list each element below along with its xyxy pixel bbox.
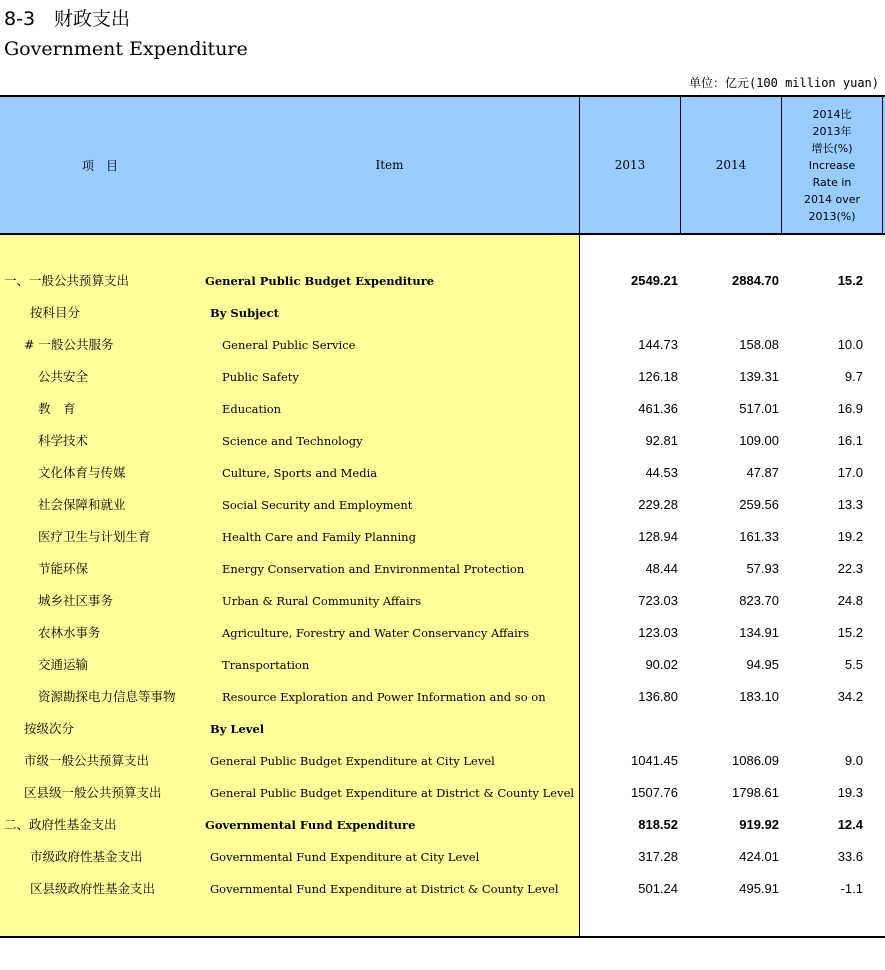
value-2013: 229.28 xyxy=(638,497,678,512)
row-label-cn: 交通运输 xyxy=(38,657,89,672)
table-row xyxy=(0,617,885,649)
row-label-cn: 节能环保 xyxy=(38,561,89,576)
table-row xyxy=(0,265,885,297)
row-label-en: Public Safety xyxy=(222,370,299,384)
value-2014: 517.01 xyxy=(739,401,779,416)
value-2014: 919.92 xyxy=(739,817,779,832)
value-2014: 161.33 xyxy=(739,529,779,544)
value-2013: 818.52 xyxy=(638,817,678,832)
header-rate-line: Rate in xyxy=(812,175,852,189)
header-rate xyxy=(782,97,882,233)
value-2014: 134.91 xyxy=(739,625,779,640)
table-row xyxy=(0,329,885,361)
header-2014: 2014 xyxy=(715,158,747,172)
value-2014: 94.95 xyxy=(746,657,779,672)
row-label-cn: # 一般公共服务 xyxy=(24,337,114,352)
table-row xyxy=(0,777,885,809)
expenditure-table xyxy=(0,95,885,938)
header-rate-line: 2013年 xyxy=(812,124,852,138)
value-2014: 823.70 xyxy=(739,593,779,608)
row-label-cn: 文化体育与传媒 xyxy=(38,465,126,480)
value-rate: 9.0 xyxy=(844,753,863,768)
value-2013: 144.73 xyxy=(638,337,678,352)
value-2014: 1086.09 xyxy=(732,753,779,768)
table-body xyxy=(0,265,885,905)
row-label-cn: 一、一般公共预算支出 xyxy=(4,273,130,288)
value-2014: 57.93 xyxy=(746,561,779,576)
header-rate-line: 2014比 xyxy=(812,107,852,121)
row-label-en: Agriculture, Forestry and Water Conservancy Affairs xyxy=(222,626,530,640)
row-label-cn: 区县级一般公共预算支出 xyxy=(24,785,162,800)
value-rate: 9.7 xyxy=(844,369,863,384)
value-rate: 17.0 xyxy=(837,465,863,480)
header-2013: 2013 xyxy=(614,158,646,172)
value-2013: 1041.45 xyxy=(631,753,678,768)
table-row xyxy=(0,809,885,841)
row-label-cn: 科学技术 xyxy=(38,433,89,448)
table-row xyxy=(0,297,885,329)
value-rate: 33.6 xyxy=(837,849,863,864)
unit-label: 单位：亿元(100 million yuan) xyxy=(688,76,879,90)
value-rate: 19.3 xyxy=(837,785,863,800)
row-label-cn: 医疗卫生与计划生育 xyxy=(38,529,151,544)
header-rate-line: Increase xyxy=(808,158,856,172)
table-bottom-border xyxy=(0,936,885,938)
table-row xyxy=(0,489,885,521)
row-label-en: Culture, Sports and Media xyxy=(222,466,378,480)
value-2014: 1798.61 xyxy=(732,785,779,800)
table-row xyxy=(0,873,885,905)
row-label-en: By Level xyxy=(210,722,265,736)
header-rate-line: 2013(%) xyxy=(808,209,856,223)
value-rate: -1.1 xyxy=(840,881,863,896)
row-label-en: Urban & Rural Community Affairs xyxy=(222,594,422,608)
value-2014: 109.00 xyxy=(739,433,779,448)
value-2014: 158.08 xyxy=(739,337,779,352)
header-bottom-border xyxy=(0,233,885,235)
table-row xyxy=(0,361,885,393)
value-2013: 92.81 xyxy=(645,433,678,448)
row-label-en: Governmental Fund Expenditure xyxy=(205,818,416,832)
page-title-cn: 8-3 财政支出 xyxy=(4,8,131,30)
header-item-en: Item xyxy=(375,158,404,172)
table-row xyxy=(0,457,885,489)
row-label-en: By Subject xyxy=(210,306,279,320)
value-rate: 15.2 xyxy=(837,625,863,640)
value-rate: 22.3 xyxy=(837,561,863,576)
value-rate: 10.0 xyxy=(837,337,863,352)
value-2013: 317.28 xyxy=(638,849,678,864)
row-label-en: Governmental Fund Expenditure at City Level xyxy=(210,850,480,864)
header-item-cn: 项 目 xyxy=(81,158,118,173)
row-label-cn: 按级次分 xyxy=(24,721,75,736)
value-rate: 16.1 xyxy=(837,433,863,448)
value-2014: 259.56 xyxy=(739,497,779,512)
value-2013: 1507.76 xyxy=(631,785,678,800)
value-rate: 34.2 xyxy=(837,689,863,704)
table-row xyxy=(0,649,885,681)
value-rate: 19.2 xyxy=(837,529,863,544)
row-label-en: Transportation xyxy=(222,658,310,672)
row-label-cn: 二、政府性基金支出 xyxy=(4,817,117,832)
value-rate: 16.9 xyxy=(837,401,863,416)
value-2013: 90.02 xyxy=(645,657,678,672)
value-2013: 123.03 xyxy=(638,625,678,640)
row-label-cn: 农林水事务 xyxy=(38,625,101,640)
table-row xyxy=(0,393,885,425)
value-2013: 723.03 xyxy=(638,593,678,608)
value-rate: 15.2 xyxy=(837,273,863,288)
value-2013: 48.44 xyxy=(645,561,678,576)
value-2013: 2549.21 xyxy=(631,273,678,288)
row-label-en: Science and Technology xyxy=(222,434,363,448)
row-label-en: General Public Budget Expenditure xyxy=(205,274,435,288)
value-2013: 461.36 xyxy=(638,401,678,416)
row-label-en: Education xyxy=(222,402,282,416)
table-row xyxy=(0,713,885,745)
table-row xyxy=(0,745,885,777)
value-2014: 47.87 xyxy=(746,465,779,480)
row-label-en: Resource Exploration and Power Information and so on xyxy=(222,690,546,704)
header-rate-line: 2014 over xyxy=(803,192,861,206)
row-label-cn: 市级政府性基金支出 xyxy=(30,849,143,864)
row-label-en: Social Security and Employment xyxy=(222,498,413,512)
row-label-cn: 社会保障和就业 xyxy=(38,497,126,512)
value-2013: 136.80 xyxy=(638,689,678,704)
row-label-cn: 资源勘探电力信息等事物 xyxy=(38,689,176,704)
table-row xyxy=(0,553,885,585)
table-row xyxy=(0,425,885,457)
row-label-cn: 公共安全 xyxy=(38,369,89,384)
row-label-en: Energy Conservation and Environmental Protection xyxy=(222,562,525,576)
page-title-en: Government Expenditure xyxy=(4,38,248,60)
value-rate: 24.8 xyxy=(837,593,863,608)
value-2014: 495.91 xyxy=(739,881,779,896)
value-rate: 5.5 xyxy=(844,657,863,672)
value-2013: 128.94 xyxy=(638,529,678,544)
row-label-en: General Public Service xyxy=(222,338,356,352)
row-label-cn: 按科目分 xyxy=(30,305,81,320)
value-rate: 12.4 xyxy=(837,817,863,832)
row-label-cn: 区县级政府性基金支出 xyxy=(30,881,156,896)
value-2013: 126.18 xyxy=(638,369,678,384)
value-2013: 44.53 xyxy=(645,465,678,480)
column-divider xyxy=(882,97,883,233)
value-2014: 2884.70 xyxy=(732,273,779,288)
value-2013: 501.24 xyxy=(638,881,678,896)
table-row xyxy=(0,585,885,617)
row-label-en: Health Care and Family Planning xyxy=(222,530,416,544)
row-label-cn: 教 育 xyxy=(38,401,76,416)
row-label-cn: 市级一般公共预算支出 xyxy=(24,753,150,768)
value-2014: 183.10 xyxy=(739,689,779,704)
row-label-en: General Public Budget Expenditure at District & County Level xyxy=(210,786,575,800)
table-row xyxy=(0,681,885,713)
table-row xyxy=(0,841,885,873)
value-2014: 424.01 xyxy=(739,849,779,864)
table-row xyxy=(0,521,885,553)
value-rate: 13.3 xyxy=(837,497,863,512)
row-label-en: General Public Budget Expenditure at City Level xyxy=(210,754,495,768)
row-label-en: Governmental Fund Expenditure at District & County Level xyxy=(210,882,559,896)
row-label-cn: 城乡社区事务 xyxy=(38,593,114,608)
header-rate-line: 增长(%) xyxy=(811,141,853,155)
value-2014: 139.31 xyxy=(739,369,779,384)
